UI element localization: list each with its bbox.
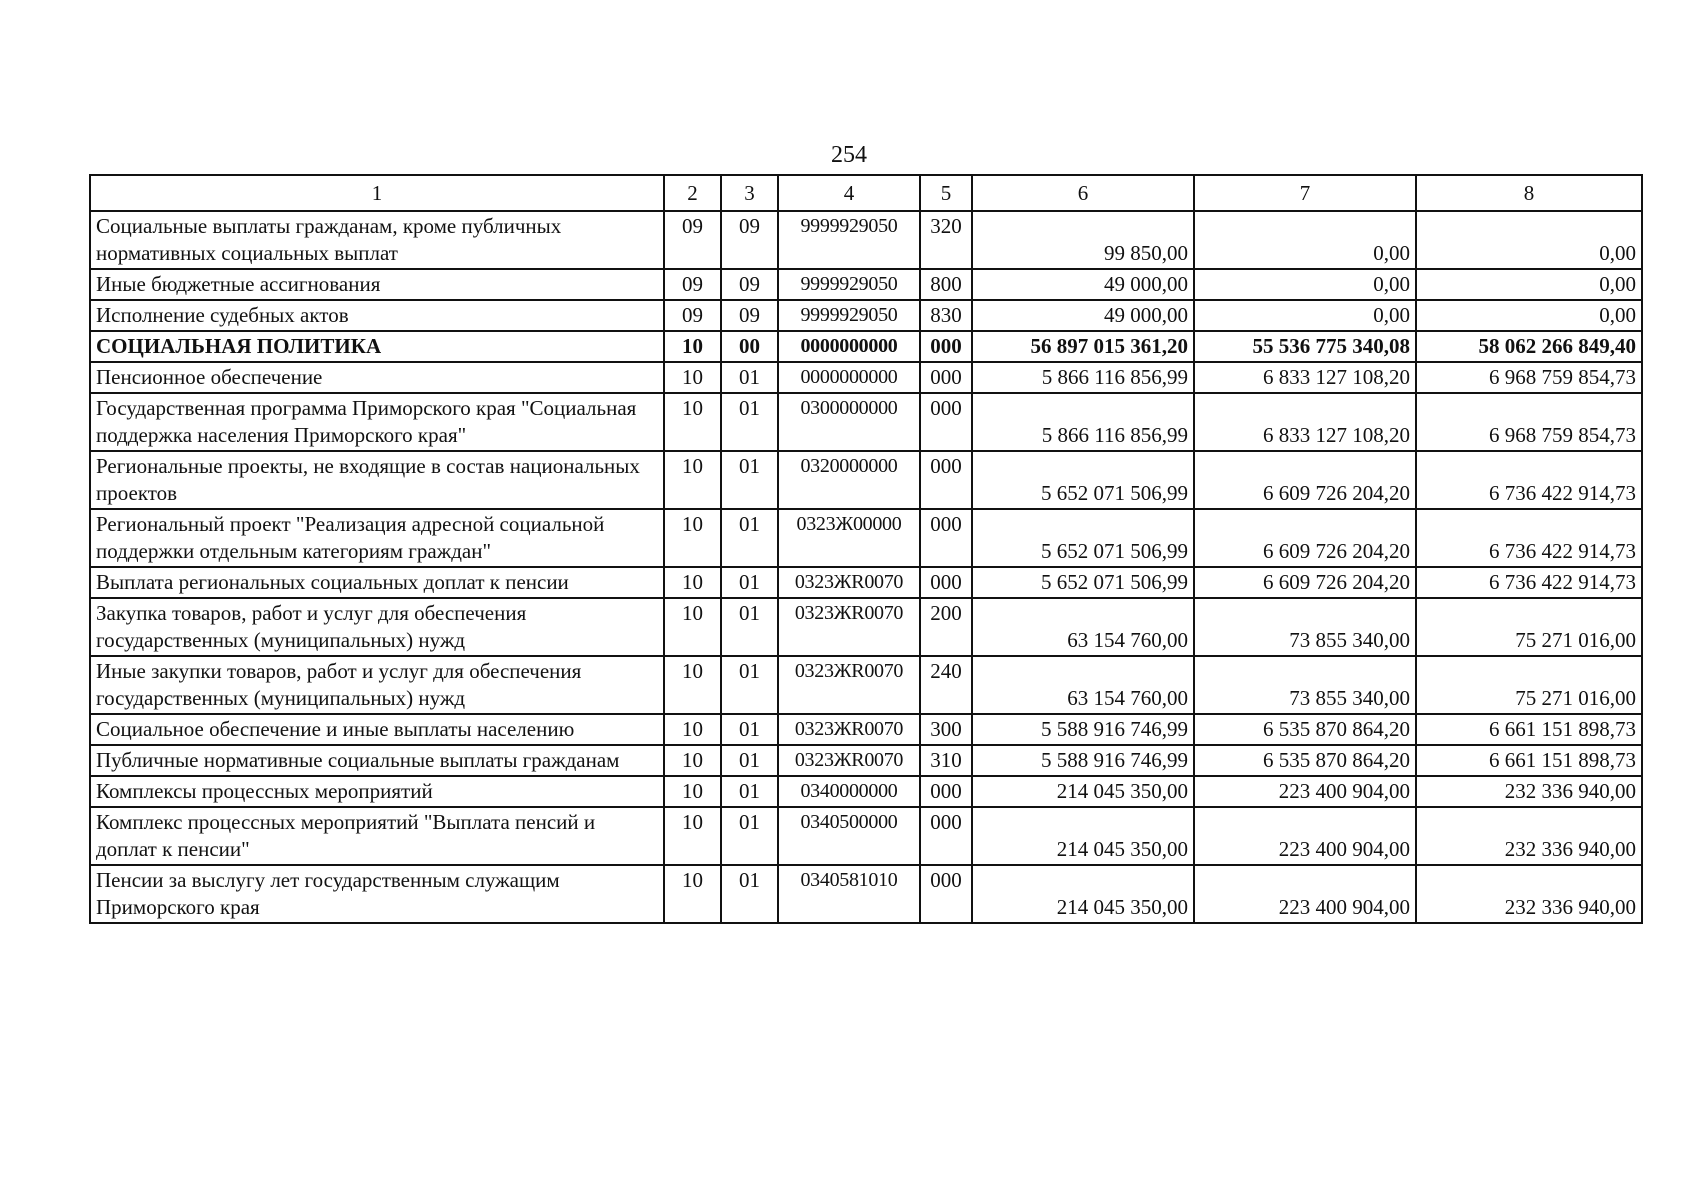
expense-type-code: 000 (920, 362, 972, 393)
amount-col7: 73 855 340,00 (1194, 656, 1416, 714)
table-row (90, 393, 1642, 451)
table-row (90, 451, 1642, 509)
amount-col8: 75 271 016,00 (1416, 656, 1642, 714)
row-name: СОЦИАЛЬНАЯ ПОЛИТИКА (90, 331, 664, 362)
table-row (90, 745, 1642, 776)
amount-col8: 6 661 151 898,73 (1416, 714, 1642, 745)
expense-type-code: 000 (920, 331, 972, 362)
expense-type-code: 000 (920, 776, 972, 807)
section-code: 10 (664, 745, 721, 776)
subsection-code: 01 (721, 509, 778, 567)
column-header: 3 (721, 175, 778, 211)
amount-col6: 5 588 916 746,99 (972, 745, 1194, 776)
subsection-code: 09 (721, 211, 778, 269)
target-article-code: 0340500000 (778, 807, 920, 865)
amount-col6: 214 045 350,00 (972, 807, 1194, 865)
amount-col6: 214 045 350,00 (972, 776, 1194, 807)
section-code: 10 (664, 656, 721, 714)
row-name: Иные закупки товаров, работ и услуг для обеспечения государственных (муниципальных) нужд (90, 656, 664, 714)
target-article-code: 0323ЖR0070 (778, 745, 920, 776)
table-body (90, 175, 1642, 923)
amount-col6: 5 652 071 506,99 (972, 509, 1194, 567)
subsection-code: 00 (721, 331, 778, 362)
amount-col7: 0,00 (1194, 300, 1416, 331)
column-header: 1 (90, 175, 664, 211)
amount-col6: 5 652 071 506,99 (972, 451, 1194, 509)
amount-col7: 6 833 127 108,20 (1194, 362, 1416, 393)
section-code: 10 (664, 331, 721, 362)
target-article-code: 0300000000 (778, 393, 920, 451)
amount-col8: 6 736 422 914,73 (1416, 567, 1642, 598)
row-name: Социальное обеспечение и иные выплаты населению (90, 714, 664, 745)
section-code: 10 (664, 598, 721, 656)
target-article-code: 0323Ж00000 (778, 509, 920, 567)
amount-col8: 6 736 422 914,73 (1416, 509, 1642, 567)
amount-col7: 0,00 (1194, 211, 1416, 269)
target-article-code: 0323ЖR0070 (778, 656, 920, 714)
section-code: 10 (664, 714, 721, 745)
row-name: Закупка товаров, работ и услуг для обеспечения государственных (муниципальных) нужд (90, 598, 664, 656)
amount-col7: 6 609 726 204,20 (1194, 567, 1416, 598)
section-code: 10 (664, 393, 721, 451)
amount-col7: 223 400 904,00 (1194, 865, 1416, 923)
expense-type-code: 000 (920, 807, 972, 865)
amount-col8: 6 736 422 914,73 (1416, 451, 1642, 509)
amount-col6: 63 154 760,00 (972, 656, 1194, 714)
table-row (90, 300, 1642, 331)
subsection-code: 01 (721, 865, 778, 923)
amount-col6: 5 652 071 506,99 (972, 567, 1194, 598)
target-article-code: 0000000000 (778, 331, 920, 362)
subsection-code: 01 (721, 656, 778, 714)
section-code: 09 (664, 269, 721, 300)
subsection-code: 01 (721, 745, 778, 776)
amount-col6: 63 154 760,00 (972, 598, 1194, 656)
amount-col7: 6 609 726 204,20 (1194, 509, 1416, 567)
table-header-row (90, 175, 1642, 211)
subsection-code: 01 (721, 598, 778, 656)
expense-type-code: 000 (920, 865, 972, 923)
table-row (90, 509, 1642, 567)
subsection-code: 01 (721, 362, 778, 393)
amount-col7: 6 535 870 864,20 (1194, 714, 1416, 745)
table-row (90, 865, 1642, 923)
table-row (90, 807, 1642, 865)
expense-type-code: 300 (920, 714, 972, 745)
subsection-code: 09 (721, 300, 778, 331)
target-article-code: 0000000000 (778, 362, 920, 393)
amount-col8: 58 062 266 849,40 (1416, 331, 1642, 362)
section-code: 09 (664, 300, 721, 331)
amount-col7: 223 400 904,00 (1194, 807, 1416, 865)
subsection-code: 01 (721, 567, 778, 598)
column-header: 6 (972, 175, 1194, 211)
expense-type-code: 200 (920, 598, 972, 656)
page-number: 254 (831, 142, 867, 168)
table-row (90, 331, 1642, 362)
row-name: Иные бюджетные ассигнования (90, 269, 664, 300)
table-row (90, 567, 1642, 598)
amount-col7: 73 855 340,00 (1194, 598, 1416, 656)
subsection-code: 01 (721, 714, 778, 745)
amount-col6: 214 045 350,00 (972, 865, 1194, 923)
target-article-code: 0320000000 (778, 451, 920, 509)
subsection-code: 01 (721, 807, 778, 865)
amount-col8: 6 661 151 898,73 (1416, 745, 1642, 776)
subsection-code: 01 (721, 393, 778, 451)
row-name: Государственная программа Приморского края "Социальная поддержка населения Приморского края" (90, 393, 664, 451)
expense-type-code: 240 (920, 656, 972, 714)
amount-col6: 49 000,00 (972, 269, 1194, 300)
amount-col8: 0,00 (1416, 300, 1642, 331)
subsection-code: 01 (721, 451, 778, 509)
amount-col6: 56 897 015 361,20 (972, 331, 1194, 362)
table-row (90, 598, 1642, 656)
amount-col7: 55 536 775 340,08 (1194, 331, 1416, 362)
target-article-code: 0323ЖR0070 (778, 567, 920, 598)
target-article-code: 0340581010 (778, 865, 920, 923)
amount-col8: 0,00 (1416, 211, 1642, 269)
expense-type-code: 000 (920, 567, 972, 598)
budget-table (89, 174, 1643, 924)
amount-col8: 6 968 759 854,73 (1416, 362, 1642, 393)
section-code: 10 (664, 567, 721, 598)
table-row (90, 211, 1642, 269)
expense-type-code: 320 (920, 211, 972, 269)
section-code: 09 (664, 211, 721, 269)
column-header: 4 (778, 175, 920, 211)
target-article-code: 0323ЖR0070 (778, 714, 920, 745)
target-article-code: 9999929050 (778, 300, 920, 331)
amount-col8: 232 336 940,00 (1416, 776, 1642, 807)
row-name: Исполнение судебных актов (90, 300, 664, 331)
section-code: 10 (664, 509, 721, 567)
row-name: Публичные нормативные социальные выплаты гражданам (90, 745, 664, 776)
expense-type-code: 000 (920, 509, 972, 567)
expense-type-code: 310 (920, 745, 972, 776)
amount-col7: 6 609 726 204,20 (1194, 451, 1416, 509)
table-row (90, 362, 1642, 393)
row-name: Комплексы процессных мероприятий (90, 776, 664, 807)
row-name: Региональный проект "Реализация адресной социальной поддержки отдельным категориям граждан" (90, 509, 664, 567)
target-article-code: 0323ЖR0070 (778, 598, 920, 656)
expense-type-code: 830 (920, 300, 972, 331)
section-code: 10 (664, 865, 721, 923)
expense-type-code: 000 (920, 393, 972, 451)
column-header: 2 (664, 175, 721, 211)
table-row (90, 656, 1642, 714)
section-code: 10 (664, 451, 721, 509)
amount-col6: 5 866 116 856,99 (972, 362, 1194, 393)
amount-col7: 6 833 127 108,20 (1194, 393, 1416, 451)
subsection-code: 09 (721, 269, 778, 300)
column-header: 8 (1416, 175, 1642, 211)
section-code: 10 (664, 807, 721, 865)
expense-type-code: 000 (920, 451, 972, 509)
row-name: Социальные выплаты гражданам, кроме публичных нормативных социальных выплат (90, 211, 664, 269)
row-name: Пенсии за выслугу лет государственным служащим Приморского края (90, 865, 664, 923)
row-name: Комплекс процессных мероприятий "Выплата пенсий и доплат к пенсии" (90, 807, 664, 865)
amount-col6: 49 000,00 (972, 300, 1194, 331)
column-header: 7 (1194, 175, 1416, 211)
section-code: 10 (664, 362, 721, 393)
amount-col6: 5 866 116 856,99 (972, 393, 1194, 451)
column-header: 5 (920, 175, 972, 211)
expense-type-code: 800 (920, 269, 972, 300)
amount-col7: 223 400 904,00 (1194, 776, 1416, 807)
row-name: Пенсионное обеспечение (90, 362, 664, 393)
table-row (90, 714, 1642, 745)
amount-col8: 232 336 940,00 (1416, 865, 1642, 923)
row-name: Выплата региональных социальных доплат к пенсии (90, 567, 664, 598)
amount-col7: 6 535 870 864,20 (1194, 745, 1416, 776)
row-name: Региональные проекты, не входящие в состав национальных проектов (90, 451, 664, 509)
target-article-code: 0340000000 (778, 776, 920, 807)
target-article-code: 9999929050 (778, 269, 920, 300)
amount-col6: 99 850,00 (972, 211, 1194, 269)
section-code: 10 (664, 776, 721, 807)
table-row (90, 269, 1642, 300)
subsection-code: 01 (721, 776, 778, 807)
amount-col6: 5 588 916 746,99 (972, 714, 1194, 745)
amount-col8: 232 336 940,00 (1416, 807, 1642, 865)
table-row (90, 776, 1642, 807)
amount-col7: 0,00 (1194, 269, 1416, 300)
target-article-code: 9999929050 (778, 211, 920, 269)
amount-col8: 75 271 016,00 (1416, 598, 1642, 656)
amount-col8: 0,00 (1416, 269, 1642, 300)
amount-col8: 6 968 759 854,73 (1416, 393, 1642, 451)
